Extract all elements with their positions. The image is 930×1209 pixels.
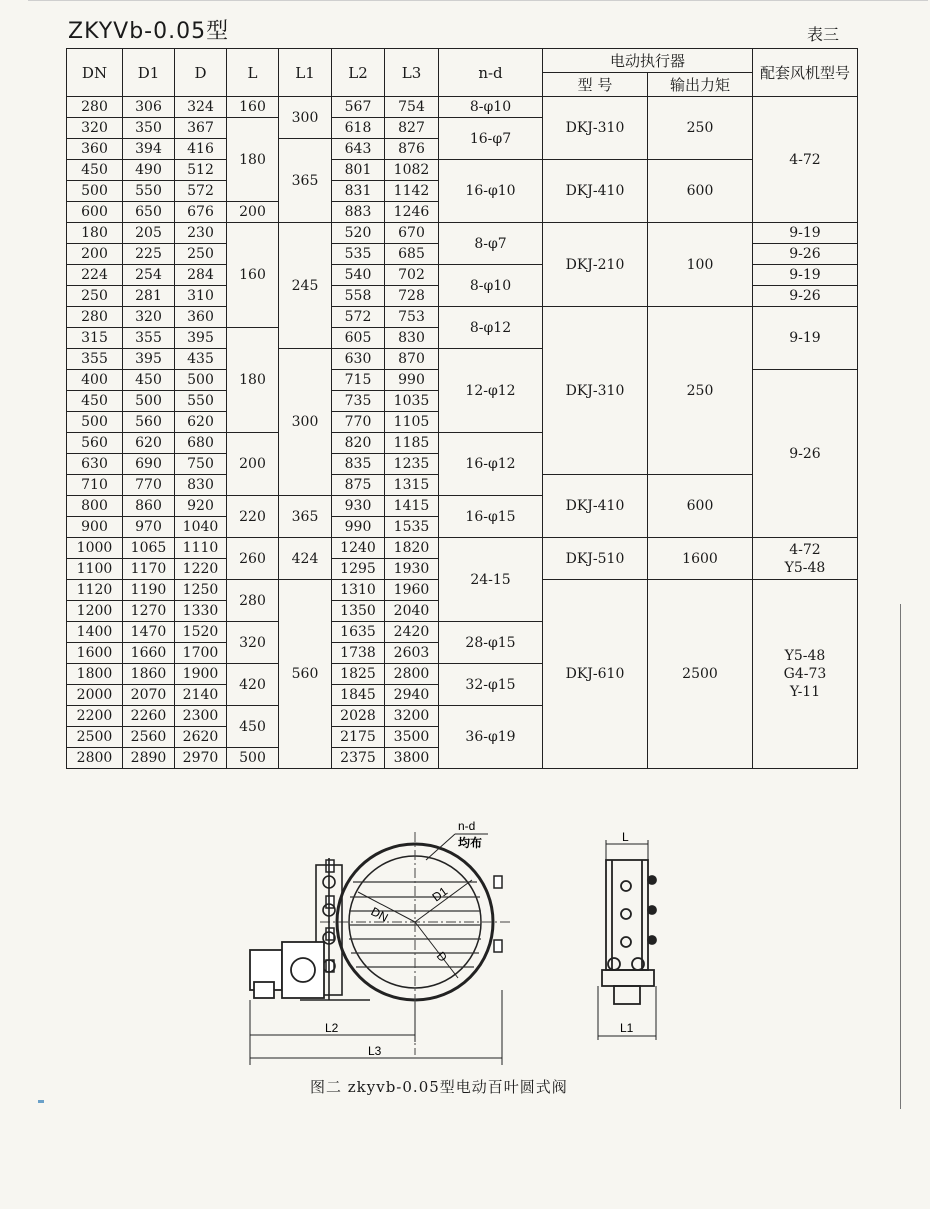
cell-d1: 254 [123, 265, 175, 286]
cell-d: 550 [175, 391, 227, 412]
side-body [602, 860, 656, 1004]
cell-l3: 1930 [385, 559, 439, 580]
table-number: 表三 [807, 25, 840, 44]
cell-dn: 560 [67, 433, 123, 454]
cell-dn: 280 [67, 307, 123, 328]
cell-dn: 355 [67, 349, 123, 370]
cell-fan-model: 9-26 [753, 286, 858, 307]
cell-dn: 1400 [67, 622, 123, 643]
cell-l2: 1825 [332, 664, 385, 685]
cell-output-torque: 250 [648, 97, 753, 160]
header-force: 输出力矩 [648, 73, 753, 97]
cell-l2: 930 [332, 496, 385, 517]
cell-output-torque: 1600 [648, 538, 753, 580]
cell-l3: 1235 [385, 454, 439, 475]
cell-l: 180 [227, 328, 279, 433]
cell-nd: 8-φ10 [439, 265, 543, 307]
cell-l1: 365 [279, 496, 332, 538]
cell-l3: 2420 [385, 622, 439, 643]
cell-dn: 315 [67, 328, 123, 349]
cell-l2: 572 [332, 307, 385, 328]
cell-output-torque: 2500 [648, 580, 753, 769]
cell-actuator-model: DKJ-410 [543, 160, 648, 223]
cell-d: 2620 [175, 727, 227, 748]
cell-nd: 12-φ12 [439, 349, 543, 433]
cell-nd: 8-φ12 [439, 307, 543, 349]
electric-actuator [250, 942, 324, 998]
cell-dn: 1800 [67, 664, 123, 685]
header-model: 型 号 [543, 73, 648, 97]
table-row [67, 160, 858, 181]
cell-l3: 1535 [385, 517, 439, 538]
cell-dn: 320 [67, 118, 123, 139]
cell-l2: 1738 [332, 643, 385, 664]
header-fan: 配套风机型号 [753, 49, 858, 97]
cell-fan-model: 9-19 [753, 307, 858, 370]
cell-d1: 2890 [123, 748, 175, 769]
cell-d: 1900 [175, 664, 227, 685]
cell-dn: 500 [67, 412, 123, 433]
table-row [67, 223, 858, 244]
cell-d1: 450 [123, 370, 175, 391]
cell-fan-model: 9-19 [753, 265, 858, 286]
cell-l2: 1295 [332, 559, 385, 580]
cell-dn: 360 [67, 139, 123, 160]
cell-l3: 2040 [385, 601, 439, 622]
cell-dn: 800 [67, 496, 123, 517]
header-l2: L2 [332, 49, 385, 97]
header-d: D [175, 49, 227, 97]
cell-l3: 3200 [385, 706, 439, 727]
cell-nd: 28-φ15 [439, 622, 543, 664]
cell-d: 395 [175, 328, 227, 349]
cell-l2: 2375 [332, 748, 385, 769]
cell-d1: 2070 [123, 685, 175, 706]
cell-d: 324 [175, 97, 227, 118]
cell-l2: 831 [332, 181, 385, 202]
cell-l: 160 [227, 97, 279, 118]
cell-l: 180 [227, 118, 279, 202]
cell-l2: 735 [332, 391, 385, 412]
spec-table [66, 48, 858, 769]
cell-dn: 224 [67, 265, 123, 286]
cell-dn: 1100 [67, 559, 123, 580]
table-row [67, 97, 858, 118]
cell-l3: 728 [385, 286, 439, 307]
cell-d: 750 [175, 454, 227, 475]
cell-d: 572 [175, 181, 227, 202]
cell-output-torque: 600 [648, 475, 753, 538]
cell-l3: 1820 [385, 538, 439, 559]
cell-d1: 394 [123, 139, 175, 160]
cell-dn: 450 [67, 160, 123, 181]
cell-actuator-model: DKJ-310 [543, 307, 648, 475]
l2-label: L2 [325, 1021, 339, 1035]
cell-d: 1220 [175, 559, 227, 580]
cell-d: 2140 [175, 685, 227, 706]
cell-dn: 2000 [67, 685, 123, 706]
cell-l1: 245 [279, 223, 332, 349]
cell-d: 830 [175, 475, 227, 496]
cell-l3: 702 [385, 265, 439, 286]
cell-output-torque: 100 [648, 223, 753, 307]
cell-d: 230 [175, 223, 227, 244]
cell-l: 160 [227, 223, 279, 328]
cell-l2: 540 [332, 265, 385, 286]
cell-actuator-model: DKJ-410 [543, 475, 648, 538]
scan-speck [38, 1100, 44, 1103]
cell-fan-model: 9-26 [753, 244, 858, 265]
header-l: L [227, 49, 279, 97]
header-d1: D1 [123, 49, 175, 97]
cell-d: 284 [175, 265, 227, 286]
cell-l2: 715 [332, 370, 385, 391]
cell-d1: 2260 [123, 706, 175, 727]
cell-l: 260 [227, 538, 279, 580]
cell-l3: 2800 [385, 664, 439, 685]
cell-output-torque: 600 [648, 160, 753, 223]
cell-d1: 970 [123, 517, 175, 538]
cell-l3: 830 [385, 328, 439, 349]
cell-l2: 1310 [332, 580, 385, 601]
cell-l1: 300 [279, 97, 332, 139]
cell-dn: 250 [67, 286, 123, 307]
cell-nd: 24-15 [439, 538, 543, 622]
cell-d1: 395 [123, 349, 175, 370]
cell-nd: 16-φ15 [439, 496, 543, 538]
cell-d1: 770 [123, 475, 175, 496]
cell-dn: 2800 [67, 748, 123, 769]
valve-front-view [240, 810, 530, 1070]
cell-d1: 225 [123, 244, 175, 265]
cell-l3: 827 [385, 118, 439, 139]
cell-l3: 1960 [385, 580, 439, 601]
cell-l3: 685 [385, 244, 439, 265]
cell-actuator-model: DKJ-210 [543, 223, 648, 307]
d-label: D [433, 948, 451, 965]
cell-d: 310 [175, 286, 227, 307]
cell-actuator-model: DKJ-510 [543, 538, 648, 580]
cell-l2: 801 [332, 160, 385, 181]
cell-d1: 690 [123, 454, 175, 475]
cell-l: 500 [227, 748, 279, 769]
cell-l3: 870 [385, 349, 439, 370]
cell-l2: 643 [332, 139, 385, 160]
table-row [67, 307, 858, 328]
cell-d: 1110 [175, 538, 227, 559]
header-dn: DN [67, 49, 123, 97]
cell-d: 2300 [175, 706, 227, 727]
cell-l3: 990 [385, 370, 439, 391]
cell-d: 367 [175, 118, 227, 139]
cell-d1: 560 [123, 412, 175, 433]
l-label: L [622, 830, 629, 844]
cell-d1: 281 [123, 286, 175, 307]
cell-l: 220 [227, 496, 279, 538]
cell-dn: 1000 [67, 538, 123, 559]
cell-d: 2970 [175, 748, 227, 769]
cell-d1: 350 [123, 118, 175, 139]
cell-d1: 1170 [123, 559, 175, 580]
cell-actuator-model: DKJ-310 [543, 97, 648, 160]
cell-d1: 1860 [123, 664, 175, 685]
cell-l3: 3500 [385, 727, 439, 748]
nd-label: n-d [458, 819, 476, 833]
cell-d: 360 [175, 307, 227, 328]
cell-d1: 1190 [123, 580, 175, 601]
cell-actuator-model: DKJ-610 [543, 580, 648, 769]
cell-fan-model: Y5-48 G4-73 Y-11 [753, 580, 858, 769]
cell-dn: 200 [67, 244, 123, 265]
cell-output-torque: 250 [648, 307, 753, 475]
cell-dn: 180 [67, 223, 123, 244]
cell-nd: 16-φ10 [439, 160, 543, 223]
cell-l1: 300 [279, 349, 332, 496]
cell-fan-model: 4-72 Y5-48 [753, 538, 858, 580]
top-rule [28, 0, 928, 1]
cell-d1: 320 [123, 307, 175, 328]
cell-dn: 2500 [67, 727, 123, 748]
cell-l3: 1142 [385, 181, 439, 202]
cell-dn: 710 [67, 475, 123, 496]
cell-dn: 450 [67, 391, 123, 412]
cell-d: 1330 [175, 601, 227, 622]
cell-dn: 630 [67, 454, 123, 475]
cell-d1: 2560 [123, 727, 175, 748]
cell-l3: 1185 [385, 433, 439, 454]
cell-dn: 280 [67, 97, 123, 118]
valve-side-view [592, 830, 672, 1050]
margin-rule [900, 604, 901, 1109]
cell-l2: 2028 [332, 706, 385, 727]
cell-l2: 770 [332, 412, 385, 433]
cell-l3: 753 [385, 307, 439, 328]
cell-d: 512 [175, 160, 227, 181]
cell-d1: 1470 [123, 622, 175, 643]
cell-d1: 1660 [123, 643, 175, 664]
cell-l2: 1635 [332, 622, 385, 643]
cell-d: 1520 [175, 622, 227, 643]
cell-d1: 1270 [123, 601, 175, 622]
cell-fan-model: 9-26 [753, 370, 858, 538]
cell-l2: 835 [332, 454, 385, 475]
cell-dn: 1600 [67, 643, 123, 664]
cell-dn: 1120 [67, 580, 123, 601]
header-l1: L1 [279, 49, 332, 97]
header-actuator: 电动执行器 [543, 49, 753, 73]
cell-d1: 306 [123, 97, 175, 118]
cell-d: 1250 [175, 580, 227, 601]
cell-l3: 1035 [385, 391, 439, 412]
cell-l3: 3800 [385, 748, 439, 769]
cell-l2: 1350 [332, 601, 385, 622]
cell-l2: 558 [332, 286, 385, 307]
cell-l2: 618 [332, 118, 385, 139]
cell-nd: 8-φ10 [439, 97, 543, 118]
cell-l3: 2603 [385, 643, 439, 664]
cell-l2: 2175 [332, 727, 385, 748]
d1-label: D1 [429, 884, 451, 905]
cell-dn: 900 [67, 517, 123, 538]
cell-d: 620 [175, 412, 227, 433]
cell-d: 1700 [175, 643, 227, 664]
cell-l1: 560 [279, 580, 332, 769]
cell-l: 200 [227, 433, 279, 496]
cell-fan-model: 4-72 [753, 97, 858, 223]
cell-d: 920 [175, 496, 227, 517]
cell-l3: 1246 [385, 202, 439, 223]
cell-l: 280 [227, 580, 279, 622]
cell-l2: 883 [332, 202, 385, 223]
cell-fan-model: 9-19 [753, 223, 858, 244]
cell-l3: 1082 [385, 160, 439, 181]
cell-d: 250 [175, 244, 227, 265]
cell-d: 416 [175, 139, 227, 160]
cell-nd: 8-φ7 [439, 223, 543, 265]
header-nd: n-d [439, 49, 543, 97]
cell-d1: 1065 [123, 538, 175, 559]
cell-d: 1040 [175, 517, 227, 538]
cell-d1: 650 [123, 202, 175, 223]
cell-l2: 630 [332, 349, 385, 370]
cell-dn: 2200 [67, 706, 123, 727]
cell-d1: 620 [123, 433, 175, 454]
cell-d1: 205 [123, 223, 175, 244]
cell-dn: 1200 [67, 601, 123, 622]
cell-l: 450 [227, 706, 279, 748]
cell-nd: 36-φ19 [439, 706, 543, 769]
l3-label: L3 [368, 1044, 382, 1058]
cell-l3: 1105 [385, 412, 439, 433]
cell-l2: 567 [332, 97, 385, 118]
cell-l2: 605 [332, 328, 385, 349]
cell-l3: 876 [385, 139, 439, 160]
cell-l2: 820 [332, 433, 385, 454]
cell-dn: 400 [67, 370, 123, 391]
cell-l3: 1415 [385, 496, 439, 517]
cell-l2: 1845 [332, 685, 385, 706]
cell-d1: 860 [123, 496, 175, 517]
cell-l3: 2940 [385, 685, 439, 706]
cell-l: 200 [227, 202, 279, 223]
page-title: ZKYVb-0.05型 [68, 19, 230, 44]
dn-label: DN [368, 904, 391, 925]
cell-d: 676 [175, 202, 227, 223]
cell-dn: 600 [67, 202, 123, 223]
cell-l2: 520 [332, 223, 385, 244]
cell-l2: 875 [332, 475, 385, 496]
table-row [67, 538, 858, 559]
cell-l2: 535 [332, 244, 385, 265]
cell-l3: 1315 [385, 475, 439, 496]
nd-note: 均布 [458, 836, 483, 850]
cell-l1: 365 [279, 139, 332, 223]
cell-nd: 16-φ12 [439, 433, 543, 496]
cell-l3: 670 [385, 223, 439, 244]
cell-d1: 355 [123, 328, 175, 349]
figure-caption: 图二 zkyvb-0.05型电动百叶圆式阀 [310, 1078, 568, 1096]
cell-l3: 754 [385, 97, 439, 118]
cell-d1: 550 [123, 181, 175, 202]
l1-label: L1 [620, 1021, 634, 1035]
header-l3: L3 [385, 49, 439, 97]
cell-l: 320 [227, 622, 279, 664]
cell-d: 435 [175, 349, 227, 370]
cell-d: 500 [175, 370, 227, 391]
cell-d: 680 [175, 433, 227, 454]
cell-d1: 500 [123, 391, 175, 412]
cell-nd: 32-φ15 [439, 664, 543, 706]
cell-l1: 424 [279, 538, 332, 580]
cell-nd: 16-φ7 [439, 118, 543, 160]
cell-d1: 490 [123, 160, 175, 181]
cell-l2: 990 [332, 517, 385, 538]
cell-dn: 500 [67, 181, 123, 202]
cell-l: 420 [227, 664, 279, 706]
cell-l2: 1240 [332, 538, 385, 559]
